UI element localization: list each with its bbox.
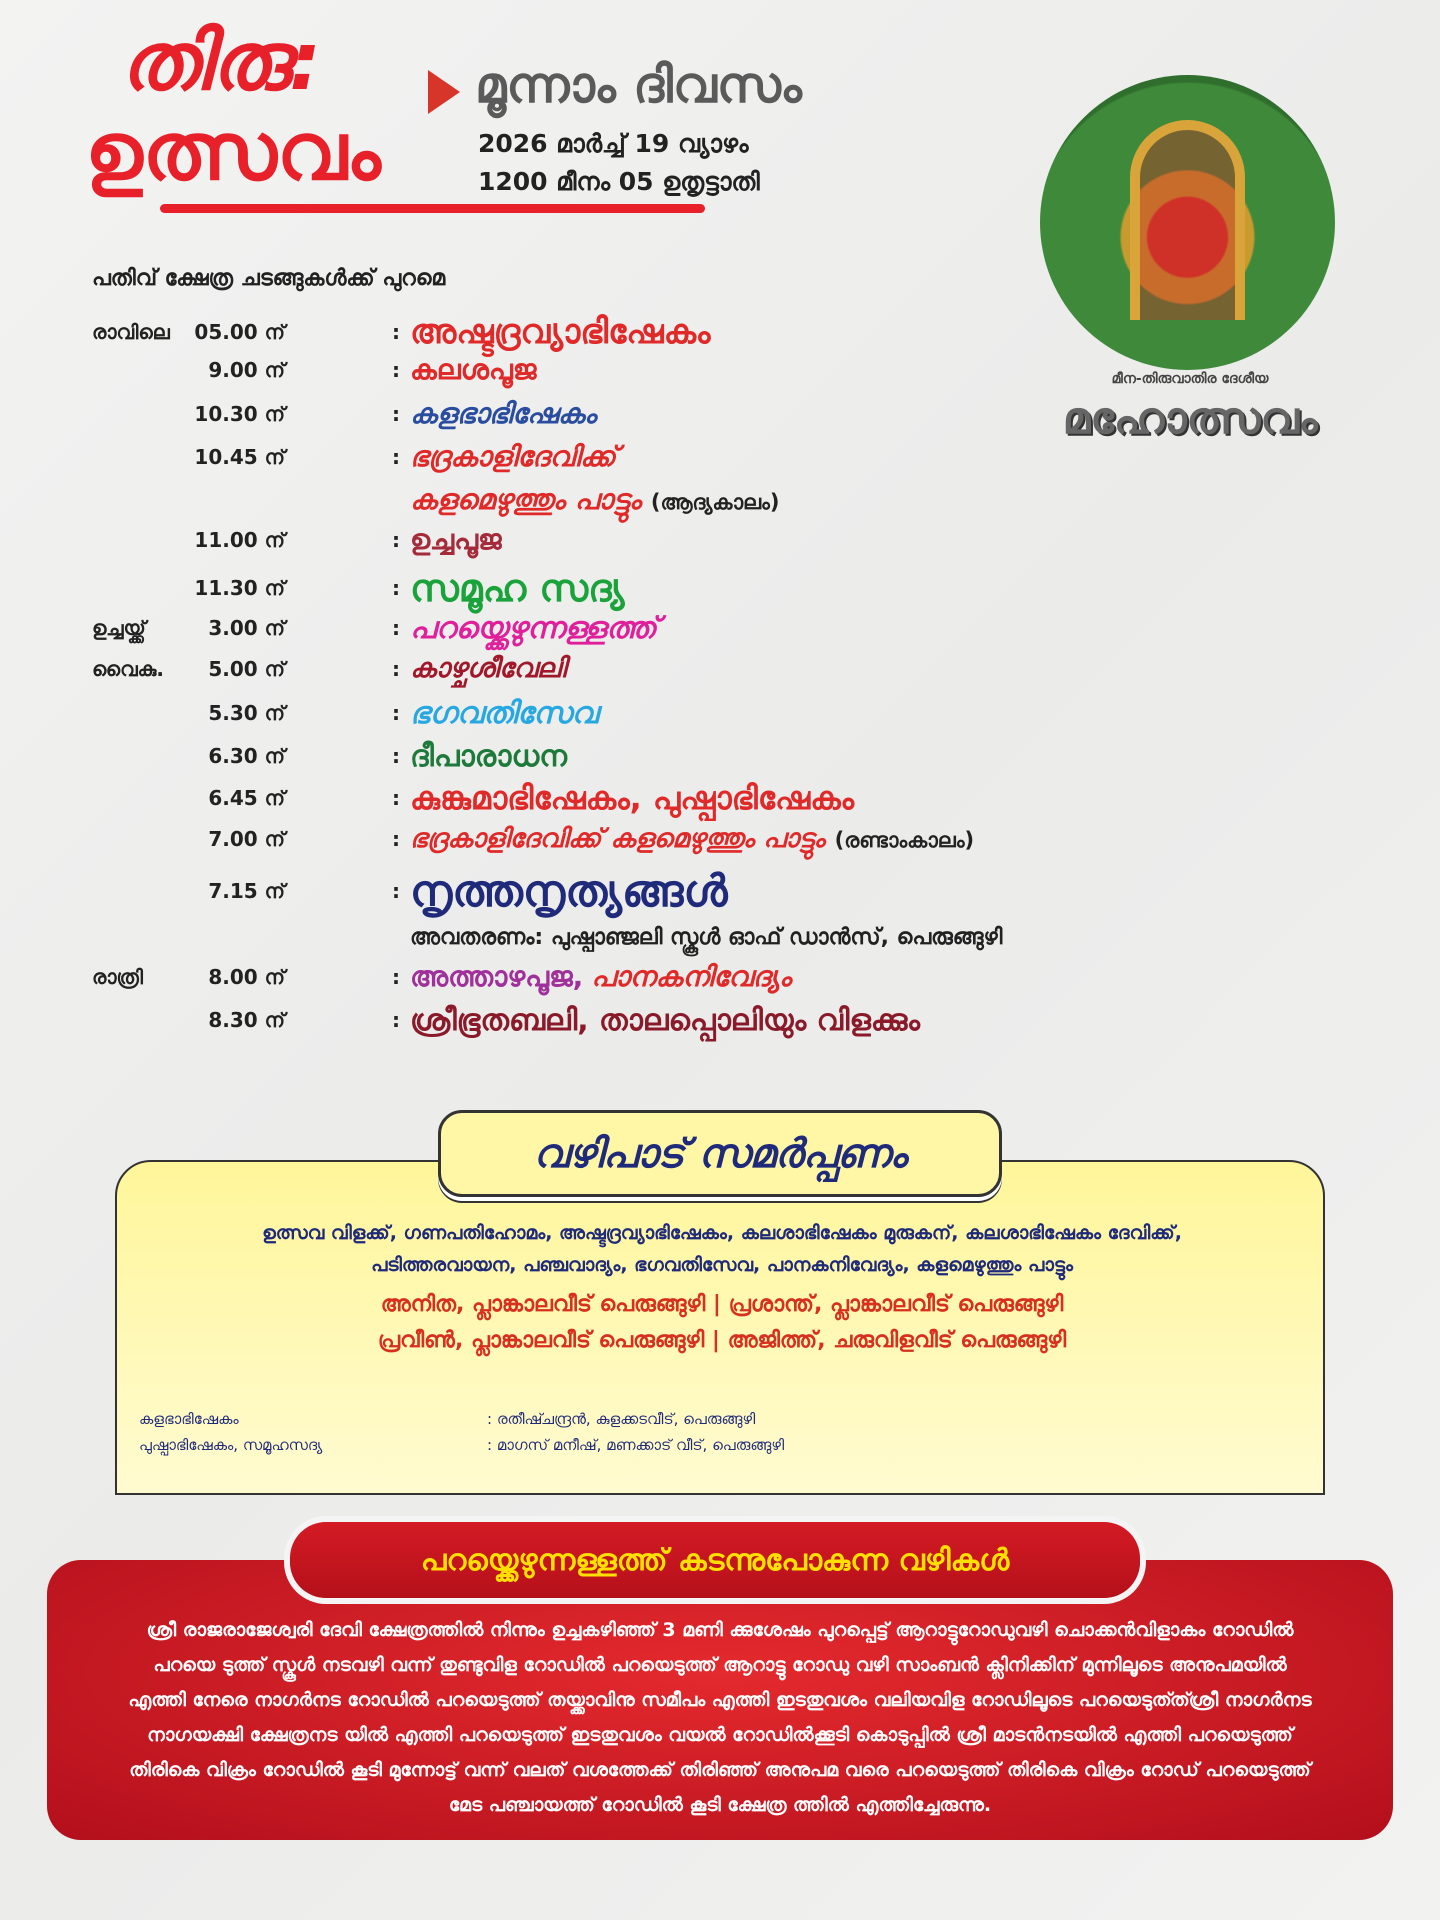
event-text: അഷ്ടദ്രവ്യാഭിഷേകം — [410, 312, 711, 352]
event-text: കളഭാഭിഷേകം — [410, 397, 597, 430]
time-value: 8.30 ന് — [208, 1008, 285, 1032]
route-description — [60, 1613, 1380, 1823]
separator-colon: : — [392, 827, 400, 851]
time-value: 6.45 ന് — [208, 786, 285, 810]
event-name — [410, 568, 624, 610]
time-label: രാത്രി — [92, 965, 143, 989]
separator-colon: : — [392, 358, 400, 382]
event-name — [410, 654, 566, 684]
event-text: സമൂഹ സദ്യ — [410, 566, 625, 610]
schedule-row — [0, 525, 1440, 565]
separator-colon: : — [392, 965, 400, 989]
festival-subtitle: മീന-തിരുവാതിര ദേശീയ — [1111, 371, 1269, 387]
sponsor-item: പുഷ്പാഭിഷേകം, സമൂഹസദ്യ — [139, 1436, 323, 1454]
event-name — [410, 314, 710, 351]
time-value: 05.00 ന് — [194, 320, 285, 344]
festival-title: മഹോത്സവം — [1062, 393, 1318, 444]
date-line-2: 1200 മീനം 05 ഉതൃട്ടാതി — [478, 167, 760, 196]
event-text: ഭഗവതിസേവ — [410, 696, 598, 731]
time-label: രാവിലെ — [92, 320, 170, 344]
time-value: 5.30 ന് — [208, 701, 285, 725]
event-text: ശ്രീഭൂതബലി, താലപ്പൊലിയും വിളക്കും — [410, 1003, 920, 1038]
event-name — [410, 442, 616, 473]
route-line: പറയെ ടുത്ത് സ്കൂൾ നടവഴി വന്ന് തുണ്ടുവിള റോഡിൽ പറയെടുത്ത് ആറാട്ടു റോഡു വഴി സാംബൻ ക്ലിനിക്കിന് മുന്നിലൂടെ അനുപമയിൽ — [153, 1654, 1287, 1676]
schedule-row — [0, 697, 1440, 737]
schedule-row — [0, 399, 1440, 439]
separator-colon: : — [392, 576, 400, 600]
event-text: കലശപൂജ — [410, 353, 537, 386]
event-name — [410, 355, 536, 386]
route-line: നാഗയക്ഷി ക്ഷേത്രനട യിൽ എത്തി പറയെടുത്ത് ഇടതുവശം വയൽ റോഡിൽക്കൂടി കൊടുപ്പിൽ ശ്രീ മാടൻനടയിൽ എത്തി പറയെടുത്ത് — [147, 1724, 1293, 1746]
separator-colon: : — [392, 528, 400, 552]
logo-underline — [160, 204, 705, 213]
separator-colon: : — [392, 616, 400, 640]
route-title: പറയ്ക്കെഴുന്നള്ളത്ത് കടന്നുപോകുന്ന വഴികൾ — [290, 1522, 1140, 1598]
separator-colon: : — [392, 744, 400, 768]
event-name — [410, 781, 854, 816]
time-value: 5.00 ന് — [208, 656, 285, 681]
route-line: തിരികെ വിക്രം റോഡിൽ കൂടി മുന്നോട്ട് വന്ന് വലത് വശത്തേക്ക് തിരിഞ്ഞ് അനുപമ വരെ പറയെടുത്ത് തിരികെ വിക്രം റോഡ് പറയെടുത്ത് — [129, 1759, 1311, 1781]
time-value: 8.00 ന് — [208, 965, 285, 989]
schedule-row — [0, 485, 1440, 525]
offerings-title: വഴിപാട് സമർപ്പണം — [438, 1110, 1002, 1197]
schedule-intro: പതിവ് ക്ഷേത്ര ചടങ്ങുകൾക്ക് പുറമെ — [92, 266, 446, 291]
schedule-row — [0, 314, 1440, 354]
offerings-list-line-2: പടിത്തരവായന, പഞ്ചവാദ്യം, ഭഗവതിസേവ, പാനകനിവേദ്യം, കളമെഴുത്തും പാട്ടും — [371, 1254, 1073, 1276]
time-value: 7.00 ന് — [208, 827, 285, 851]
sponsor-name: : രതീഷ്ചന്ദ്രൻ, കുളക്കടവീട്, പെരുങ്ങുഴി — [487, 1410, 756, 1428]
schedule-row — [0, 740, 1440, 780]
event-text: നൃത്തനൃത്യങ്ങൾ — [410, 866, 728, 917]
separator-colon: : — [392, 656, 400, 681]
event-text-secondary: പാനകനിവേദ്യം — [591, 960, 792, 993]
event-name — [410, 825, 974, 854]
route-line: ശ്രീ രാജരാജേശ്വരി ദേവി ക്ഷേത്രത്തിൽ നിന്നും ഉച്ചകഴിഞ്ഞ് 3 മണി ക്കുശേഷം പുറപ്പെട്ട് ആറാട്ടുറോഡുവഴി ചൊക്കൻവിളാകം റോഡിൽ — [146, 1619, 1294, 1641]
route-line: എത്തി നേരെ നാഗർനട റോഡിൽ പറയെടുത്ത് തയ്ക്കാവിനു സമീപം എത്തി ഇടതുവശം വലിയവിള റോഡിലൂടെ പറയെടുത്ത്ശ്രീ നാഗർനട — [128, 1689, 1312, 1711]
event-name — [410, 868, 728, 916]
time-value: 7.15 ന് — [208, 879, 285, 903]
schedule-row — [0, 442, 1440, 482]
time-value: 10.30 ന് — [194, 402, 285, 426]
event-text: കളമെഴുത്തും പാട്ടും — [410, 483, 641, 516]
logo-text-line2: ഉത്സവം — [85, 105, 381, 198]
event-text: അത്താഴപൂജ, — [410, 960, 584, 993]
time-value: 9.00 ന് — [208, 358, 285, 382]
schedule-row — [0, 1004, 1440, 1044]
sponsor-name: : മാഗസ് മനീഷ്, മണക്കാട് വീട്, പെരുങ്ങുഴി — [487, 1436, 785, 1454]
event-text: ദീപാരാധന — [410, 739, 568, 774]
time-label: ഉച്ചയ്ക്ക് — [92, 616, 146, 640]
event-name — [410, 399, 596, 430]
schedule-row — [0, 866, 1440, 917]
schedule-row — [0, 654, 1440, 694]
event-name — [410, 612, 657, 645]
event-name — [410, 1004, 920, 1037]
schedule-row — [0, 568, 1440, 608]
separator-colon: : — [392, 701, 400, 725]
event-text: ഉച്ചപൂജ — [410, 523, 502, 556]
donors-line-1: അനിത, പ്ലാങ്കാലവീട് പെരുങ്ങുഴി | പ്രശാന്ത്, പ്ലാങ്കാലവീട് പെരുങ്ങുഴി — [380, 1292, 1064, 1317]
event-text: കുങ്കുമാഭിഷേകം, പുഷ്പാഭിഷേകം — [410, 779, 855, 817]
separator-colon: : — [392, 320, 400, 344]
event-name — [410, 485, 779, 516]
time-value: 11.30 ന് — [194, 576, 285, 600]
day-title: മൂന്നാം ദിവസം — [475, 56, 802, 114]
separator-colon: : — [392, 402, 400, 426]
separator-colon: : — [392, 1008, 400, 1032]
time-value: 6.30 ന് — [208, 744, 285, 768]
time-value: 10.45 ന് — [194, 445, 285, 469]
event-name — [410, 525, 502, 556]
event-note: (രണ്ടാംകാലം) — [834, 828, 975, 852]
event-text: ഭദ്രകാളിദേവിക്ക് കളമെഴുത്തും പാട്ടും — [410, 824, 825, 854]
event-text: അവതരണം: പുഷ്പാഞ്ജലി സ്കൂൾ ഓഫ് ഡാൻസ്, പെരുങ്ങുഴി — [410, 925, 1003, 950]
play-arrow-icon — [428, 70, 460, 114]
schedule-row — [0, 825, 1440, 865]
time-value: 3.00 ന് — [208, 616, 285, 640]
time-label: വൈകു. — [92, 656, 165, 681]
date-line-1: 2026 മാർച്ച് 19 വ്യാഴം — [478, 129, 749, 158]
route-line: മേട പഞ്ചായത്ത് റോഡിൽ കൂടി ക്ഷേത്ര ത്തിൽ എത്തിച്ചേരുന്നു. — [448, 1794, 992, 1816]
event-text: ഭദ്രകാളിദേവിക്ക് — [410, 440, 616, 473]
event-name — [410, 740, 567, 773]
separator-colon: : — [392, 445, 400, 469]
event-text: പറയ്ക്കെഴുന്നള്ളത്ത് — [410, 611, 657, 646]
schedule-row — [0, 962, 1440, 1002]
separator-colon: : — [392, 786, 400, 810]
schedule-row — [0, 355, 1440, 395]
temple-arch-image — [1130, 120, 1245, 320]
event-name — [410, 926, 1002, 950]
event-text: കാഴ്ചശീവേലി — [410, 653, 566, 684]
event-note: (ആദ്യകാലം) — [650, 490, 780, 514]
event-name — [410, 697, 598, 730]
logo-text-line1: തിരു: — [120, 15, 322, 108]
separator-colon: : — [392, 879, 400, 903]
donors-line-2: പ്രവീൺ, പ്ലാങ്കാലവീട് പെരുങ്ങുഴി | അജിത്ത്, ചരുവിളവീട് പെരുങ്ങുഴി — [377, 1328, 1067, 1353]
schedule-row — [0, 781, 1440, 821]
offerings-list-line-1: ഉത്സവ വിളക്ക്, ഗണപതിഹോമം, അഷ്ടദ്രവ്യാഭിഷേകം, കലശാഭിഷേകം മുരുകന്, കലശാഭിഷേകം ദേവിക്ക്, — [262, 1222, 1182, 1244]
offerings-box — [115, 1160, 1325, 1495]
sponsor-item: കളഭാഭിഷേകം — [139, 1410, 239, 1428]
time-value: 11.00 ന് — [194, 528, 285, 552]
schedule-row — [0, 612, 1440, 652]
event-name — [410, 962, 791, 993]
